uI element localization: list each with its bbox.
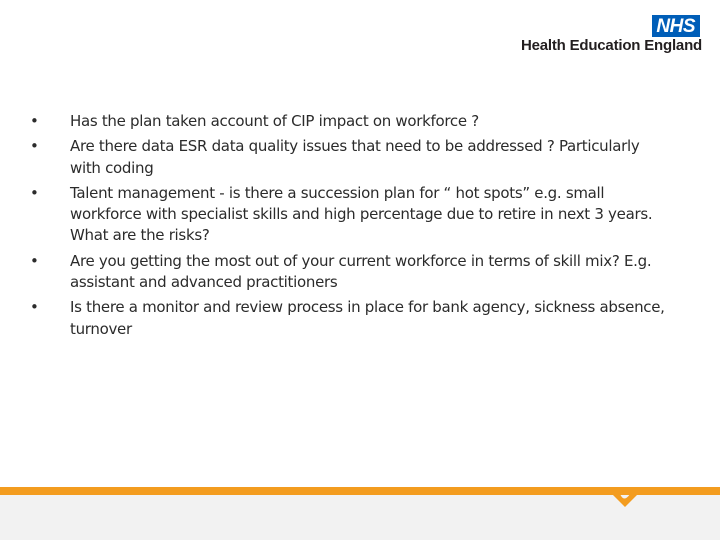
bullet-point-icon: • [30,251,39,270]
bullet-item [30,251,670,294]
hee-logo [502,15,702,57]
nhs-logo-badge: NHS [652,15,700,37]
bullet-point-icon: • [30,112,39,130]
band-notch-shape [0,487,720,507]
bullet-text: Talent management - is there a succession plan for “ hot spots” e.g. small workforce with specialist skills and high percentage due to retire in next 3 years. What are the risks? [70,183,653,245]
orange-footer-band [0,487,720,495]
bullet-text: Are you getting the most out of your current workforce in terms of skill mix? E.g. assistant and advanced practitioners [70,251,652,292]
bullet-point-icon: • [30,298,39,317]
bullet-text: Is there a monitor and review process in place for bank agency, sickness absence, turnover [70,298,665,338]
bullet-point-icon: • [30,137,39,156]
bullet-item [30,183,670,247]
bullet-item [30,136,670,179]
bullet-item [30,297,670,340]
bullet-text: Has the plan taken account of CIP impact on workforce ? [70,112,479,130]
bullet-point-icon: • [30,183,39,202]
bullet-item [30,111,670,132]
bullet-text: Are there data ESR data quality issues that need to be addressed ? Particularly with coding [70,137,640,177]
bullet-list [30,111,670,344]
organisation-name: Health Education England [520,37,702,54]
